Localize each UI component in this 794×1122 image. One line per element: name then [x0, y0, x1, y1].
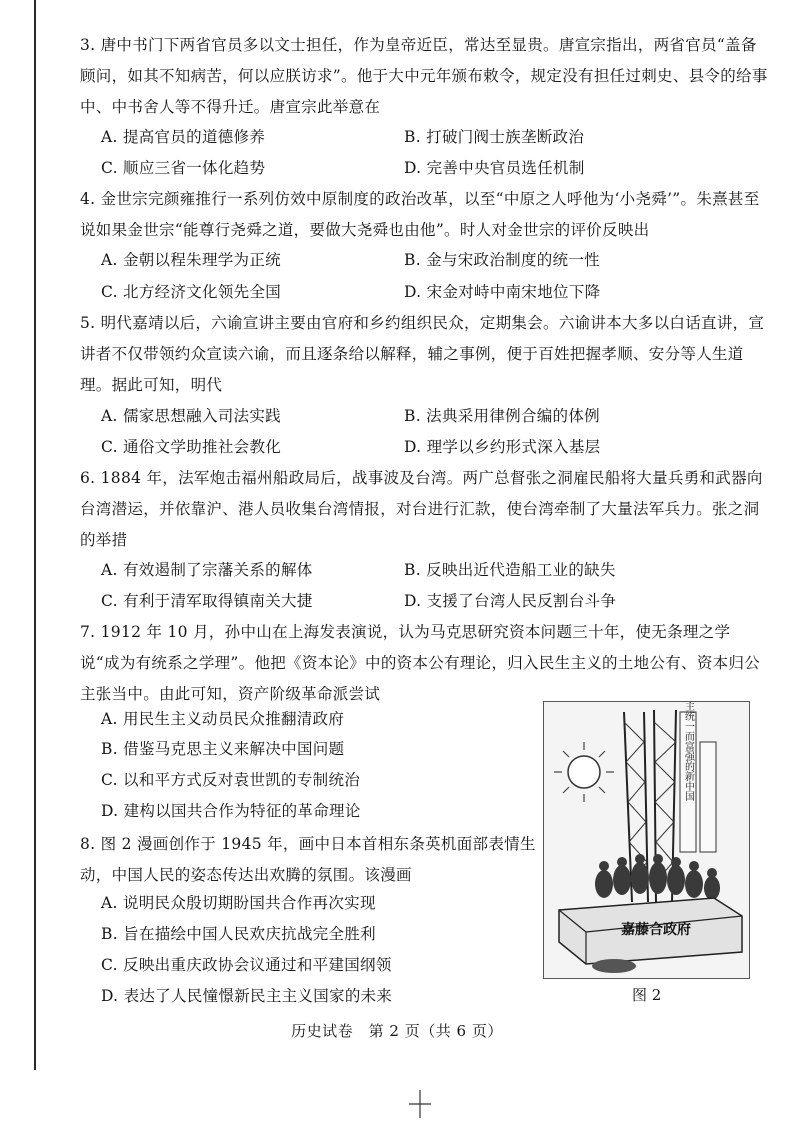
- question-4-option-c: C. 北方经济文化领先全国: [101, 283, 282, 301]
- question-3-stem: 3. 唐中书门下两省官员多以文士担任，作为皇帝近臣，常达至显贵。唐宣宗指出，两省官员“盖备顾问，如其不知病苦，何以应朕访求”。他于大中元年颁布敕令，规定没有担任过刺史、县令的给事中、中书舍人等不得升迁。唐宣宗此举意在: [80, 36, 768, 116]
- question-4-stem: 4. 金世宗完颜雍推行一系列仿效中原制度的政治改革，以至“中原之人呼他为‘小尧舜’”。朱熹甚至说如果金世宗“能尊行尧舜之道，要做大尧舜也由他”。时人对金世宗的评价反映出: [80, 190, 760, 239]
- question-7-option-d: D. 建构以国共合作为特征的革命理论: [101, 802, 361, 820]
- question-8-option-c: C. 反映出重庆政协会议通过和平建国纲领: [101, 956, 392, 974]
- question-7-option-a: A. 用民生主义动员民众推翻清政府: [101, 710, 345, 728]
- sun-icon: [554, 742, 614, 802]
- question-5-stem: 5. 明代嘉靖以后，六谕宣讲主要由官府和乡约组织民众，定期集会。六谕讲本大多以白话直讲，宣讲者不仅带领约众宣读六谕，而且逐条给以解释，辅之事例，便于百姓把握孝顺、安分等人生道理。据此可知，明代: [80, 314, 765, 394]
- registration-mark-icon: [409, 1090, 431, 1118]
- question-3-option-c: C. 顺应三省一体化趋势: [101, 159, 266, 177]
- tower-text: 独立自由民主统一而富强的新中国: [682, 702, 694, 801]
- question-6-stem: 6. 1884 年，法军炮击福州船政局后，战事波及台湾。两广总督张之洞雇民船将大量兵勇和武器向台湾潜运，并依靠沪、港人员收集台湾情报，对台进行汇款，使台湾牵制了大量法军兵力。张之洞的举措: [80, 469, 763, 549]
- question-8-option-b: B. 旨在描绘中国人民欢庆抗战完全胜利: [101, 925, 376, 943]
- question-6-option-b: B. 反映出近代造船工业的缺失: [404, 561, 616, 579]
- question-4-option-a: A. 金朝以程朱理学为正统: [101, 251, 281, 269]
- question-6-option-d: D. 支援了台湾人民反割台斗争: [404, 592, 617, 610]
- question-5-option-b: B. 法典采用律例合编的体例: [404, 407, 600, 425]
- crowd-figures: [595, 854, 720, 900]
- cartoon-illustration: [544, 702, 749, 978]
- cartoon-figure: [543, 701, 750, 979]
- question-6-option-c: C. 有利于清军取得镇南关大捷: [101, 592, 313, 610]
- base-text: 嘉藤合政府: [621, 922, 691, 938]
- question-5-option-d: D. 理学以乡约形式深入基层: [404, 438, 601, 456]
- question-3-option-d: D. 完善中央官员选任机制: [404, 159, 585, 177]
- question-8-option-d: D. 表达了人民憧憬新民主主义国家的未来: [101, 987, 393, 1005]
- question-3-option-b: B. 打破门阀士族垄断政治: [404, 128, 585, 146]
- page-footer: 历史试卷 第 2 页（共 6 页）: [291, 1022, 503, 1040]
- question-8-option-a: A. 说明民众殷切期盼国共合作再次实现: [101, 894, 376, 912]
- figure-caption: 图 2: [632, 986, 662, 1004]
- question-5-option-c: C. 通俗文学助推社会教化: [101, 438, 282, 456]
- question-8-stem: 8. 图 2 漫画创作于 1945 年，画中日本首相东条英机面部表情生动，中国人民的姿态传达出欢腾的氛围。该漫画: [80, 835, 536, 884]
- question-3-option-a: A. 提高官员的道德修养: [101, 128, 266, 146]
- question-4-option-b: B. 金与宋政治制度的统一性: [404, 251, 600, 269]
- question-7-stem: 7. 1912 年 10 月，孙中山在上海发表演说，认为马克思研究资本问题三十年，使无条理之学说“成为有统系之学理”。他把《资本论》中的资本公有理论，归入民生主义的土地公有、资本归公主张当中。由此可知，资产阶级革命派尝试: [80, 623, 761, 703]
- question-7-option-b: B. 借鉴马克思主义来解决中国问题: [101, 740, 345, 758]
- question-5-option-a: A. 儒家思想融入司法实践: [101, 407, 281, 425]
- question-4-option-d: D. 宋金对峙中南宋地位下降: [404, 283, 601, 301]
- question-7-option-c: C. 以和平方式反对袁世凯的专制统治: [101, 771, 361, 789]
- margin-line: [34, 0, 36, 1070]
- question-6-option-a: A. 有效遏制了宗藩关系的解体: [101, 561, 313, 579]
